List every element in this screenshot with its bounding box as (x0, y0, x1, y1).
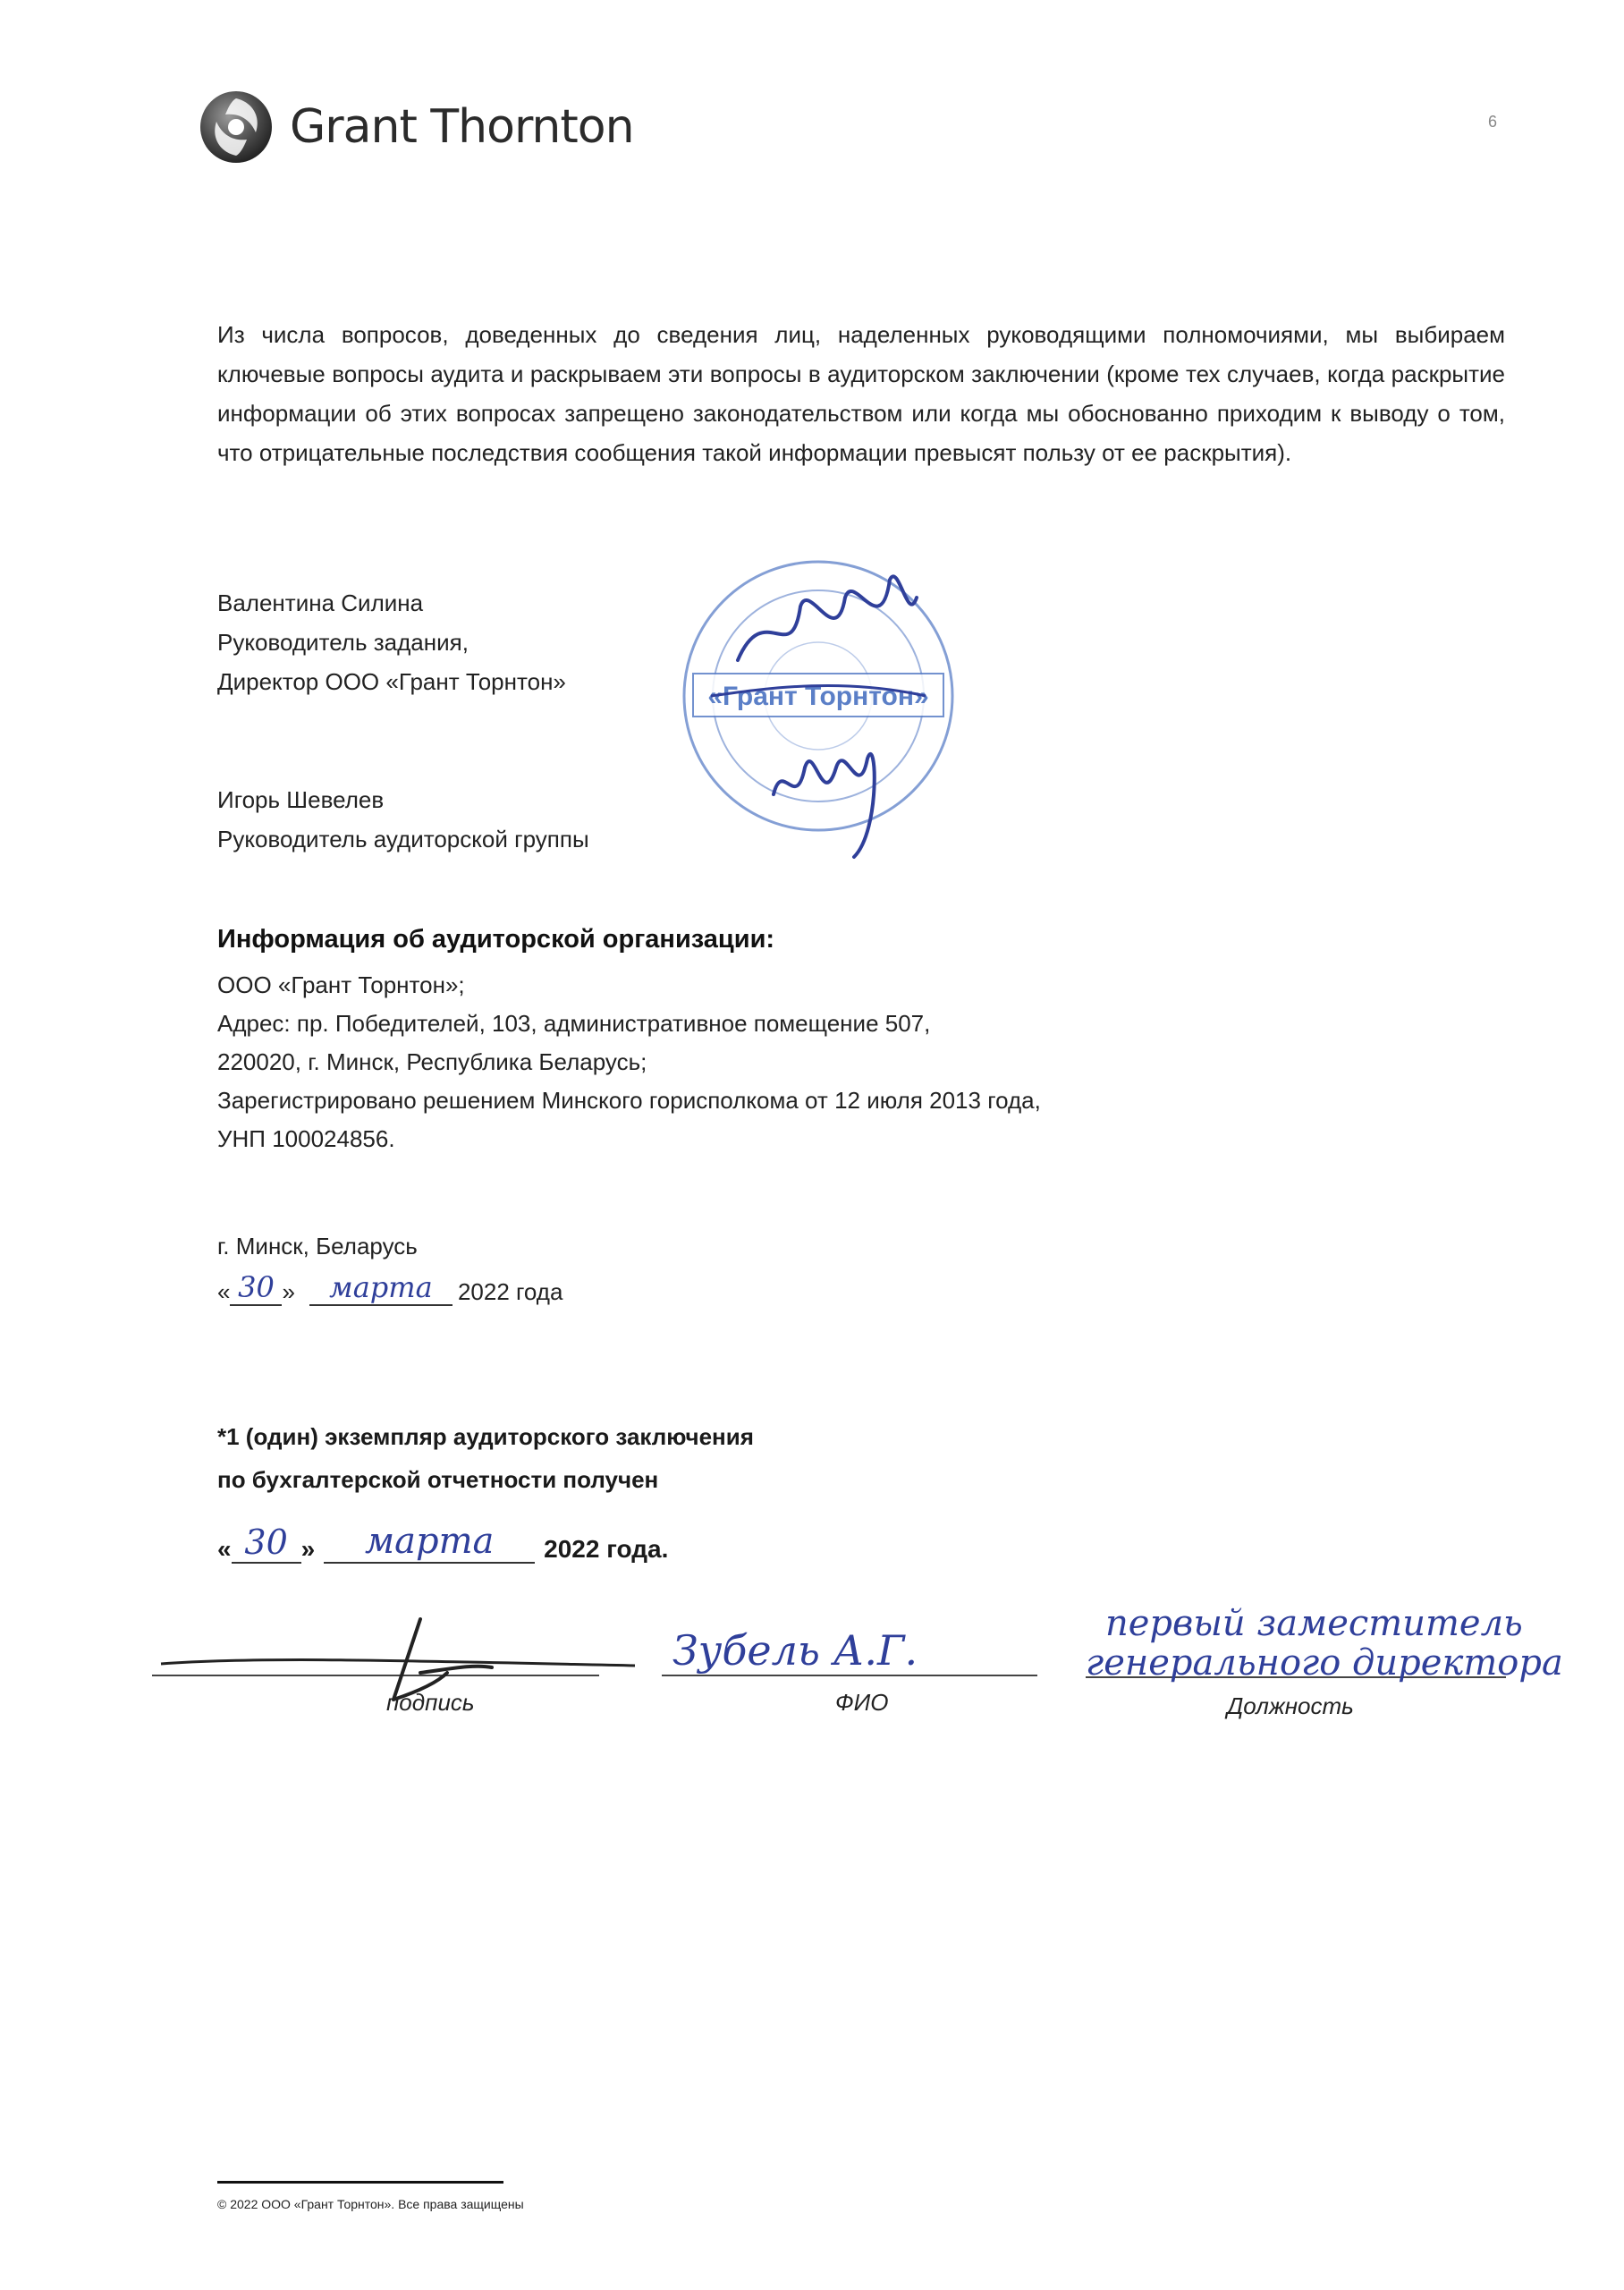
date-year: 2022 года (457, 1278, 563, 1305)
body-paragraph: Из числа вопросов, доведенных до сведения лиц, наделенных руководящими полномочиями, мы выбираем ключевые вопросы аудита и раскрываем эти вопросы в аудиторском заключении (кроме тех случаев, когда раскрытие информации об этих вопросах запрещено законодательством или когда мы обоснованно приходим к выводу о том, что отрицательные последствия сообщения такой информации превысят пользу от ее раскрытия). (217, 321, 1505, 466)
signatory-name: Валентина Силина (217, 589, 424, 616)
organization-line: Адрес: пр. Победителей, 103, административное помещение 507, (217, 1010, 931, 1037)
signatory-block-1 (217, 583, 566, 701)
company-logo (199, 89, 634, 165)
date-month-handwritten: марта (324, 1521, 535, 1564)
stamp-center-text: «Грант Торнтон» (707, 682, 929, 711)
organization-line: 220020, г. Минск, Республика Беларусь; (217, 1048, 647, 1075)
signatory-role: Руководитель аудиторской группы (217, 826, 589, 852)
date-month-handwritten: марта (309, 1270, 453, 1306)
receipt-note-line: по бухгалтерской отчетности получен (217, 1466, 659, 1493)
receipt-date (217, 1521, 668, 1564)
signatory-block-2 (217, 780, 589, 859)
fio-handwritten: Зубель А.Г. (672, 1626, 918, 1675)
organization-line: Зарегистрировано решением Минского горисполкома от 12 июля 2013 года, (217, 1087, 1041, 1114)
date-year: 2022 года. (544, 1535, 669, 1563)
page-mark: 6 (1488, 113, 1498, 131)
date-open-quote: « (217, 1535, 232, 1563)
logo-wordmark: Grant Thornton (290, 100, 634, 154)
date-day-handwritten: 30 (230, 1270, 282, 1306)
organization-line: ООО «Грант Торнтон»; (217, 971, 465, 998)
footnote-divider (217, 2181, 503, 2184)
company-stamp (666, 544, 970, 888)
date-close-quote: » (300, 1535, 316, 1563)
signatory-name: Игорь Шевелев (217, 786, 385, 813)
receipt-note (217, 1415, 754, 1501)
position-handwritten-line1: первый заместитель (1105, 1603, 1523, 1644)
date-close-quote: » (282, 1278, 295, 1305)
signature-label: подпись (386, 1689, 475, 1716)
position-handwritten-line2: генерального директора (1086, 1642, 1563, 1684)
position-label: Должность (1227, 1692, 1354, 1719)
signatory-role: Директор ООО «Грант Торнтон» (217, 668, 566, 695)
stamp-seal-icon (666, 544, 970, 884)
copyright-footnote: © 2022 ООО «Грант Торнтон». Все права защищены (217, 2197, 524, 2211)
report-date (217, 1270, 562, 1306)
place-city: г. Минск, Беларусь (217, 1233, 418, 1260)
fio-label: ФИО (835, 1689, 889, 1716)
date-open-quote: « (217, 1278, 231, 1305)
organization-details (217, 966, 1041, 1158)
grant-thornton-logo-icon (199, 89, 274, 165)
organization-title: Информация об аудиторской организации: (217, 925, 775, 954)
signatory-role: Руководитель задания, (217, 629, 469, 656)
date-day-handwritten: 30 (232, 1522, 301, 1564)
organization-line: УНП 100024856. (217, 1125, 395, 1152)
receipt-note-line: *1 (один) экземпляр аудиторского заключения (217, 1423, 754, 1450)
fio-line (662, 1675, 1037, 1676)
